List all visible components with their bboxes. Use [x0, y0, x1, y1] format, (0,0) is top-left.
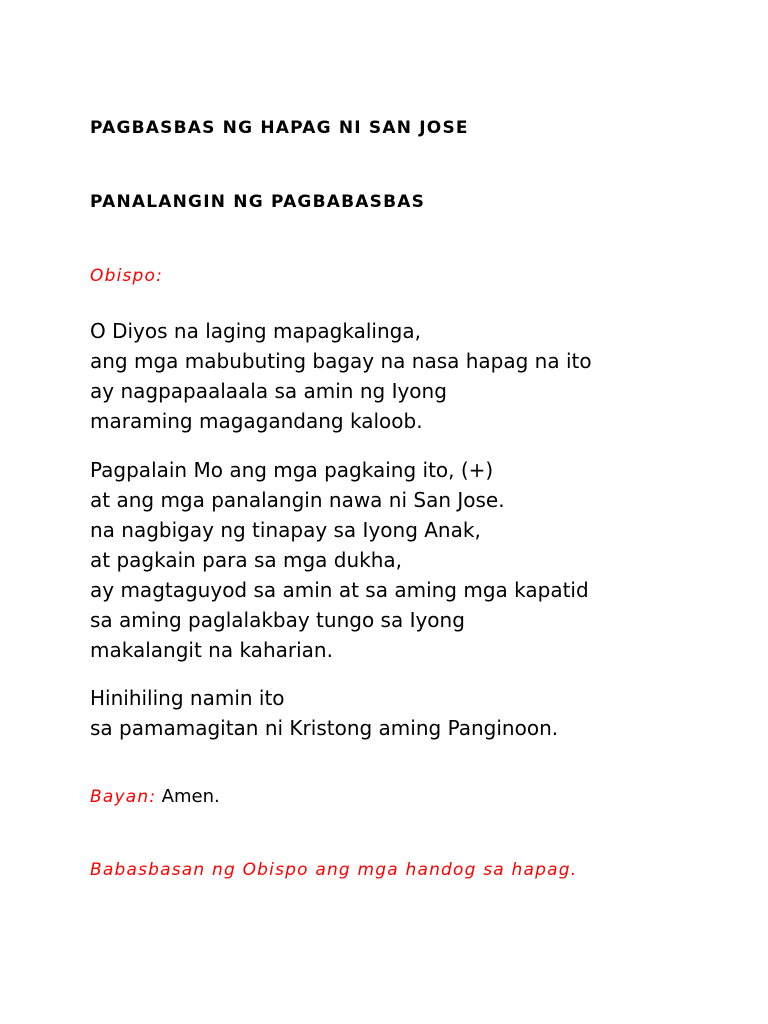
speaker-obispo-label: Obispo:	[90, 266, 164, 286]
prayer-paragraph-3	[90, 683, 558, 743]
prayer-line: maraming magagandang kaloob.	[90, 409, 423, 433]
speaker-bayan-label: Bayan:	[90, 787, 157, 807]
prayer-line: O Diyos na laging mapagkalinga,	[90, 319, 421, 343]
prayer-line: makalangit na kaharian.	[90, 638, 333, 662]
prayer-paragraph-2	[90, 455, 589, 665]
prayer-line: ay nagpapaalaala sa amin ng Iyong	[90, 379, 447, 403]
document-title: PAGBASBAS NG HAPAG NI SAN JOSE	[90, 118, 469, 138]
prayer-line: ang mga mabubuting bagay na nasa hapag na ito	[90, 349, 592, 373]
prayer-line: ay magtaguyod sa amin at sa aming mga kapatid	[90, 578, 589, 602]
prayer-paragraph-1	[90, 316, 592, 436]
prayer-line: Pagpalain Mo ang mga pagkaing ito, (+)	[90, 458, 494, 482]
prayer-line: sa pamamagitan ni Kristong aming Panginoon.	[90, 716, 559, 740]
prayer-line: at ang mga panalangin nawa ni San Jose.	[90, 488, 505, 512]
response-amen: Amen.	[161, 786, 220, 807]
congregation-response	[90, 786, 220, 807]
prayer-line: at pagkain para sa mga dukha,	[90, 548, 403, 572]
prayer-title: PANALANGIN NG PAGBABASBAS	[90, 192, 426, 212]
prayer-line: Hinihiling namin ito	[90, 686, 285, 710]
prayer-line: sa aming paglalakbay tungo sa Iyong	[90, 608, 465, 632]
prayer-line: na nagbigay ng tinapay sa Iyong Anak,	[90, 518, 481, 542]
rubric-instruction: Babasbasan ng Obispo ang mga handog sa hapag.	[90, 860, 578, 880]
